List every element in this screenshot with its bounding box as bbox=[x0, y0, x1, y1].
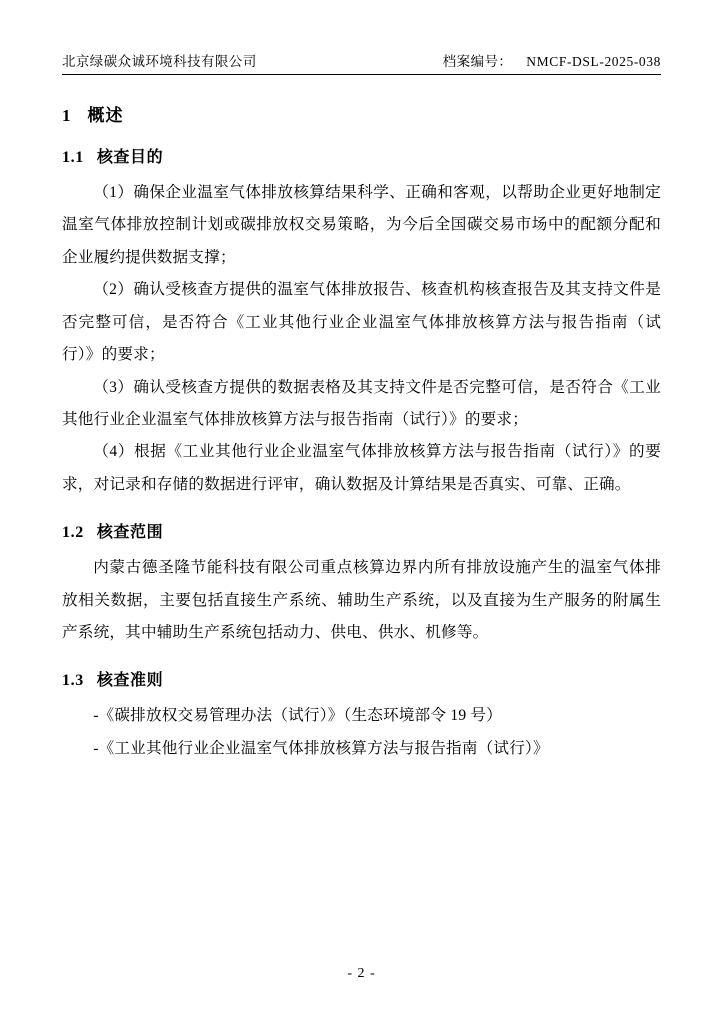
paragraph: （3）确认受核查方提供的数据表格及其支持文件是否完整可信，是否符合《工业其他行业企业温室气体排放核算方法与报告指南（试行）》的要求； bbox=[62, 378, 661, 428]
section-heading-1 bbox=[62, 101, 661, 126]
page-footer: - 2 - bbox=[347, 966, 376, 981]
criteria-item: -《工业其他行业企业温室气体排放核算方法与报告指南（试行）》 bbox=[93, 739, 549, 757]
subsection-heading-1-1 bbox=[62, 144, 661, 167]
subsection-number: 1.3 bbox=[62, 672, 84, 690]
subsection-body-1-3 bbox=[62, 700, 661, 765]
paragraph: （4）根据《工业其他行业企业温室气体排放核算方法与报告指南（试行）》的要求，对记录和存储的数据进行评审，确认数据及计算结果是否真实、可靠、正确。 bbox=[62, 443, 661, 493]
subsection-heading-1-3 bbox=[62, 667, 661, 690]
paragraph: （2）确认受核查方提供的温室气体排放报告、核查机构核查报告及其支持文件是否完整可信，是否符合《工业其他行业企业温室气体排放核算方法与报告指南（试行）》的要求； bbox=[62, 281, 661, 364]
section-number: 1 bbox=[62, 106, 72, 125]
archive-code: NMCF-DSL-2025-038 bbox=[526, 54, 661, 69]
archive-label: 档案编号： bbox=[442, 54, 513, 69]
subsection-heading-1-2 bbox=[62, 519, 661, 542]
subsection-title: 核查目的 bbox=[96, 149, 164, 166]
paragraph: （1）确保企业温室气体排放核算结果科学、正确和客观，以帮助企业更好地制定温室气体排放控制计划或碳排放权交易策略，为今后全国碳交易市场中的配额分配和企业履约提供数据支撑； bbox=[62, 184, 661, 266]
subsection-number: 1.1 bbox=[62, 149, 84, 166]
page-header bbox=[62, 50, 661, 75]
subsection-title: 核查范围 bbox=[96, 524, 164, 542]
header-company-name: 北京绿碳众诚环境科技有限公司 bbox=[62, 54, 257, 69]
section-title: 概述 bbox=[87, 106, 124, 125]
subsection-body-1-1 bbox=[62, 177, 661, 501]
subsection-body-1-2 bbox=[62, 552, 661, 649]
criteria-item: -《碳排放权交易管理办法（试行）》（生态环境部令 19 号） bbox=[93, 707, 503, 725]
paragraph: 内蒙古德圣隆节能科技有限公司重点核算边界内所有排放设施产生的温室气体排放相关数据，主要包括直接生产系统、辅助生产系统，以及直接为生产服务的附属生产系统，其中辅助生产系统包括动力、供电、供水、机修等。 bbox=[62, 559, 661, 642]
header-archive bbox=[443, 50, 661, 70]
subsection-title: 核查准则 bbox=[96, 672, 164, 690]
subsection-number: 1.2 bbox=[62, 524, 84, 542]
